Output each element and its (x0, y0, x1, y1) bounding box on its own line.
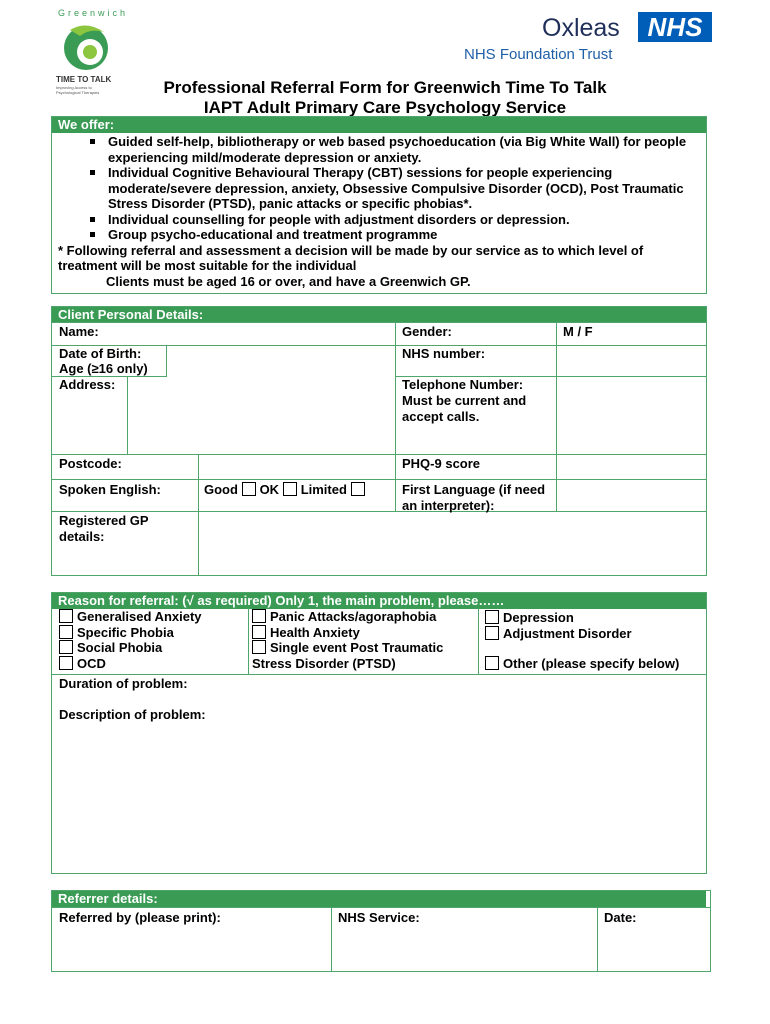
offer-item: Guided self-help, bibliotherapy or web based psychoeducation (via Big White Wall) for people experiencing mild/moderate depression or anxiety. (58, 134, 698, 165)
first-language-field[interactable] (558, 480, 706, 510)
dob-label: Date of Birth: (59, 346, 142, 361)
referral-header: Reason for referral: (√ as required) Only 1, the main problem, please…… (52, 593, 706, 609)
spoken-english-label: Spoken English: (59, 482, 161, 497)
address-label: Address: (59, 377, 116, 392)
greenwich-wordmark: Greenwich (58, 8, 129, 18)
client-header: Client Personal Details: (52, 307, 706, 323)
checkbox[interactable] (59, 609, 73, 623)
referrer-header: Referrer details: (52, 891, 706, 907)
duration-label: Duration of problem: (59, 676, 188, 691)
list-item: Social Phobia (59, 640, 202, 656)
list-item: Depression (485, 610, 679, 626)
gender-label: Gender: (402, 324, 452, 339)
name-label: Name: (59, 324, 99, 339)
checkbox[interactable] (485, 610, 499, 624)
trust-name: NHS Foundation Trust (464, 46, 613, 63)
telephone-field[interactable] (558, 378, 706, 453)
postcode-label: Postcode: (59, 456, 122, 471)
checkbox[interactable] (59, 640, 73, 654)
checkbox[interactable] (59, 625, 73, 639)
time-to-talk-wordmark: TIME TO TALK (56, 75, 112, 84)
postcode-field[interactable] (200, 455, 394, 478)
list-item: OCD (59, 656, 202, 672)
referral-col-2 (252, 609, 443, 671)
english-option-label: Good (204, 482, 238, 497)
list-item: Adjustment Disorder (485, 626, 679, 642)
phq9-label: PHQ-9 score (402, 456, 481, 471)
age-label: Age (≥16 only) (59, 361, 148, 376)
first-language-label: First Language (if need an interpreter): (402, 482, 546, 513)
list-item-continued: Stress Disorder (PTSD) (252, 655, 396, 671)
title-line-1: Professional Referral Form for Greenwich Time To Talk (163, 78, 607, 97)
time-to-talk-swirl-icon (60, 22, 112, 72)
list-item: Panic Attacks/agoraphobia (252, 609, 443, 625)
english-ok-checkbox[interactable] (283, 482, 297, 496)
page-title (100, 78, 670, 118)
list-item: Single event Post Traumatic (252, 640, 443, 656)
description-label: Description of problem: (59, 707, 206, 722)
nhs-service-label: NHS Service: (338, 910, 420, 925)
list-item: Specific Phobia (59, 625, 202, 641)
logo-tagline: Improving Access to Psychological Therapies (56, 85, 100, 95)
referred-by-label: Referred by (please print): (59, 910, 221, 925)
offer-content (58, 134, 698, 290)
offer-item: Group psycho-educational and treatment programme (58, 227, 698, 243)
checkbox[interactable] (252, 625, 266, 639)
referred-by-field[interactable] (53, 928, 329, 970)
checkbox[interactable] (252, 640, 266, 654)
nhs-number-label: NHS number: (402, 346, 486, 361)
nhs-logo: NHS (638, 12, 712, 42)
gp-field[interactable] (200, 513, 706, 575)
nhs-service-field[interactable] (333, 928, 595, 970)
oxleas-wordmark: Oxleas (542, 14, 620, 42)
list-item: Other (please specify below) (485, 656, 679, 672)
address-field[interactable] (129, 378, 394, 453)
offer-item: Individual Cognitive Behavioural Therapy (CBT) sessions for people experiencing moderate/severe depression, anxiety, Obsessive Compulsive Disorder (OCD), Post Traumatic Stress Disorder (PTSD), panic attacks or specific phobias*. (58, 165, 698, 212)
description-field[interactable] (53, 724, 705, 872)
dob-field[interactable] (168, 346, 394, 376)
name-field[interactable] (130, 323, 394, 344)
nhs-number-field[interactable] (558, 346, 706, 376)
gender-value: M / F (563, 324, 593, 339)
english-option-label: Limited (300, 482, 347, 497)
checkbox[interactable] (252, 609, 266, 623)
list-item: Generalised Anxiety (59, 609, 202, 625)
phq9-field[interactable] (558, 455, 706, 478)
english-limited-checkbox[interactable] (351, 482, 365, 496)
checkbox[interactable] (485, 626, 499, 640)
referral-col-3 (485, 610, 679, 672)
title-line-2: IAPT Adult Primary Care Psychology Service (203, 98, 567, 117)
english-good-checkbox[interactable] (242, 482, 256, 496)
checkbox[interactable] (485, 656, 499, 670)
checkbox[interactable] (59, 656, 73, 670)
telephone-label: Telephone Number: Must be current and accept calls. (402, 377, 527, 424)
eligibility-note: Clients must be aged 16 or over, and have a Greenwich GP. (106, 273, 471, 289)
english-options (204, 482, 369, 498)
date-field[interactable] (599, 928, 709, 970)
referral-col-1 (59, 609, 202, 671)
gp-label: Registered GP details: (59, 513, 149, 544)
offer-header: We offer: (52, 117, 706, 133)
offer-footnote: * Following referral and assessment a decision will be made by our service as to which level of treatment will be most suitable for the individual (58, 242, 644, 273)
list-item: Health Anxiety (252, 625, 443, 641)
english-option-label: OK (259, 482, 280, 497)
date-label: Date: (604, 910, 637, 925)
offer-item: Individual counselling for people with adjustment disorders or depression. (58, 212, 698, 228)
